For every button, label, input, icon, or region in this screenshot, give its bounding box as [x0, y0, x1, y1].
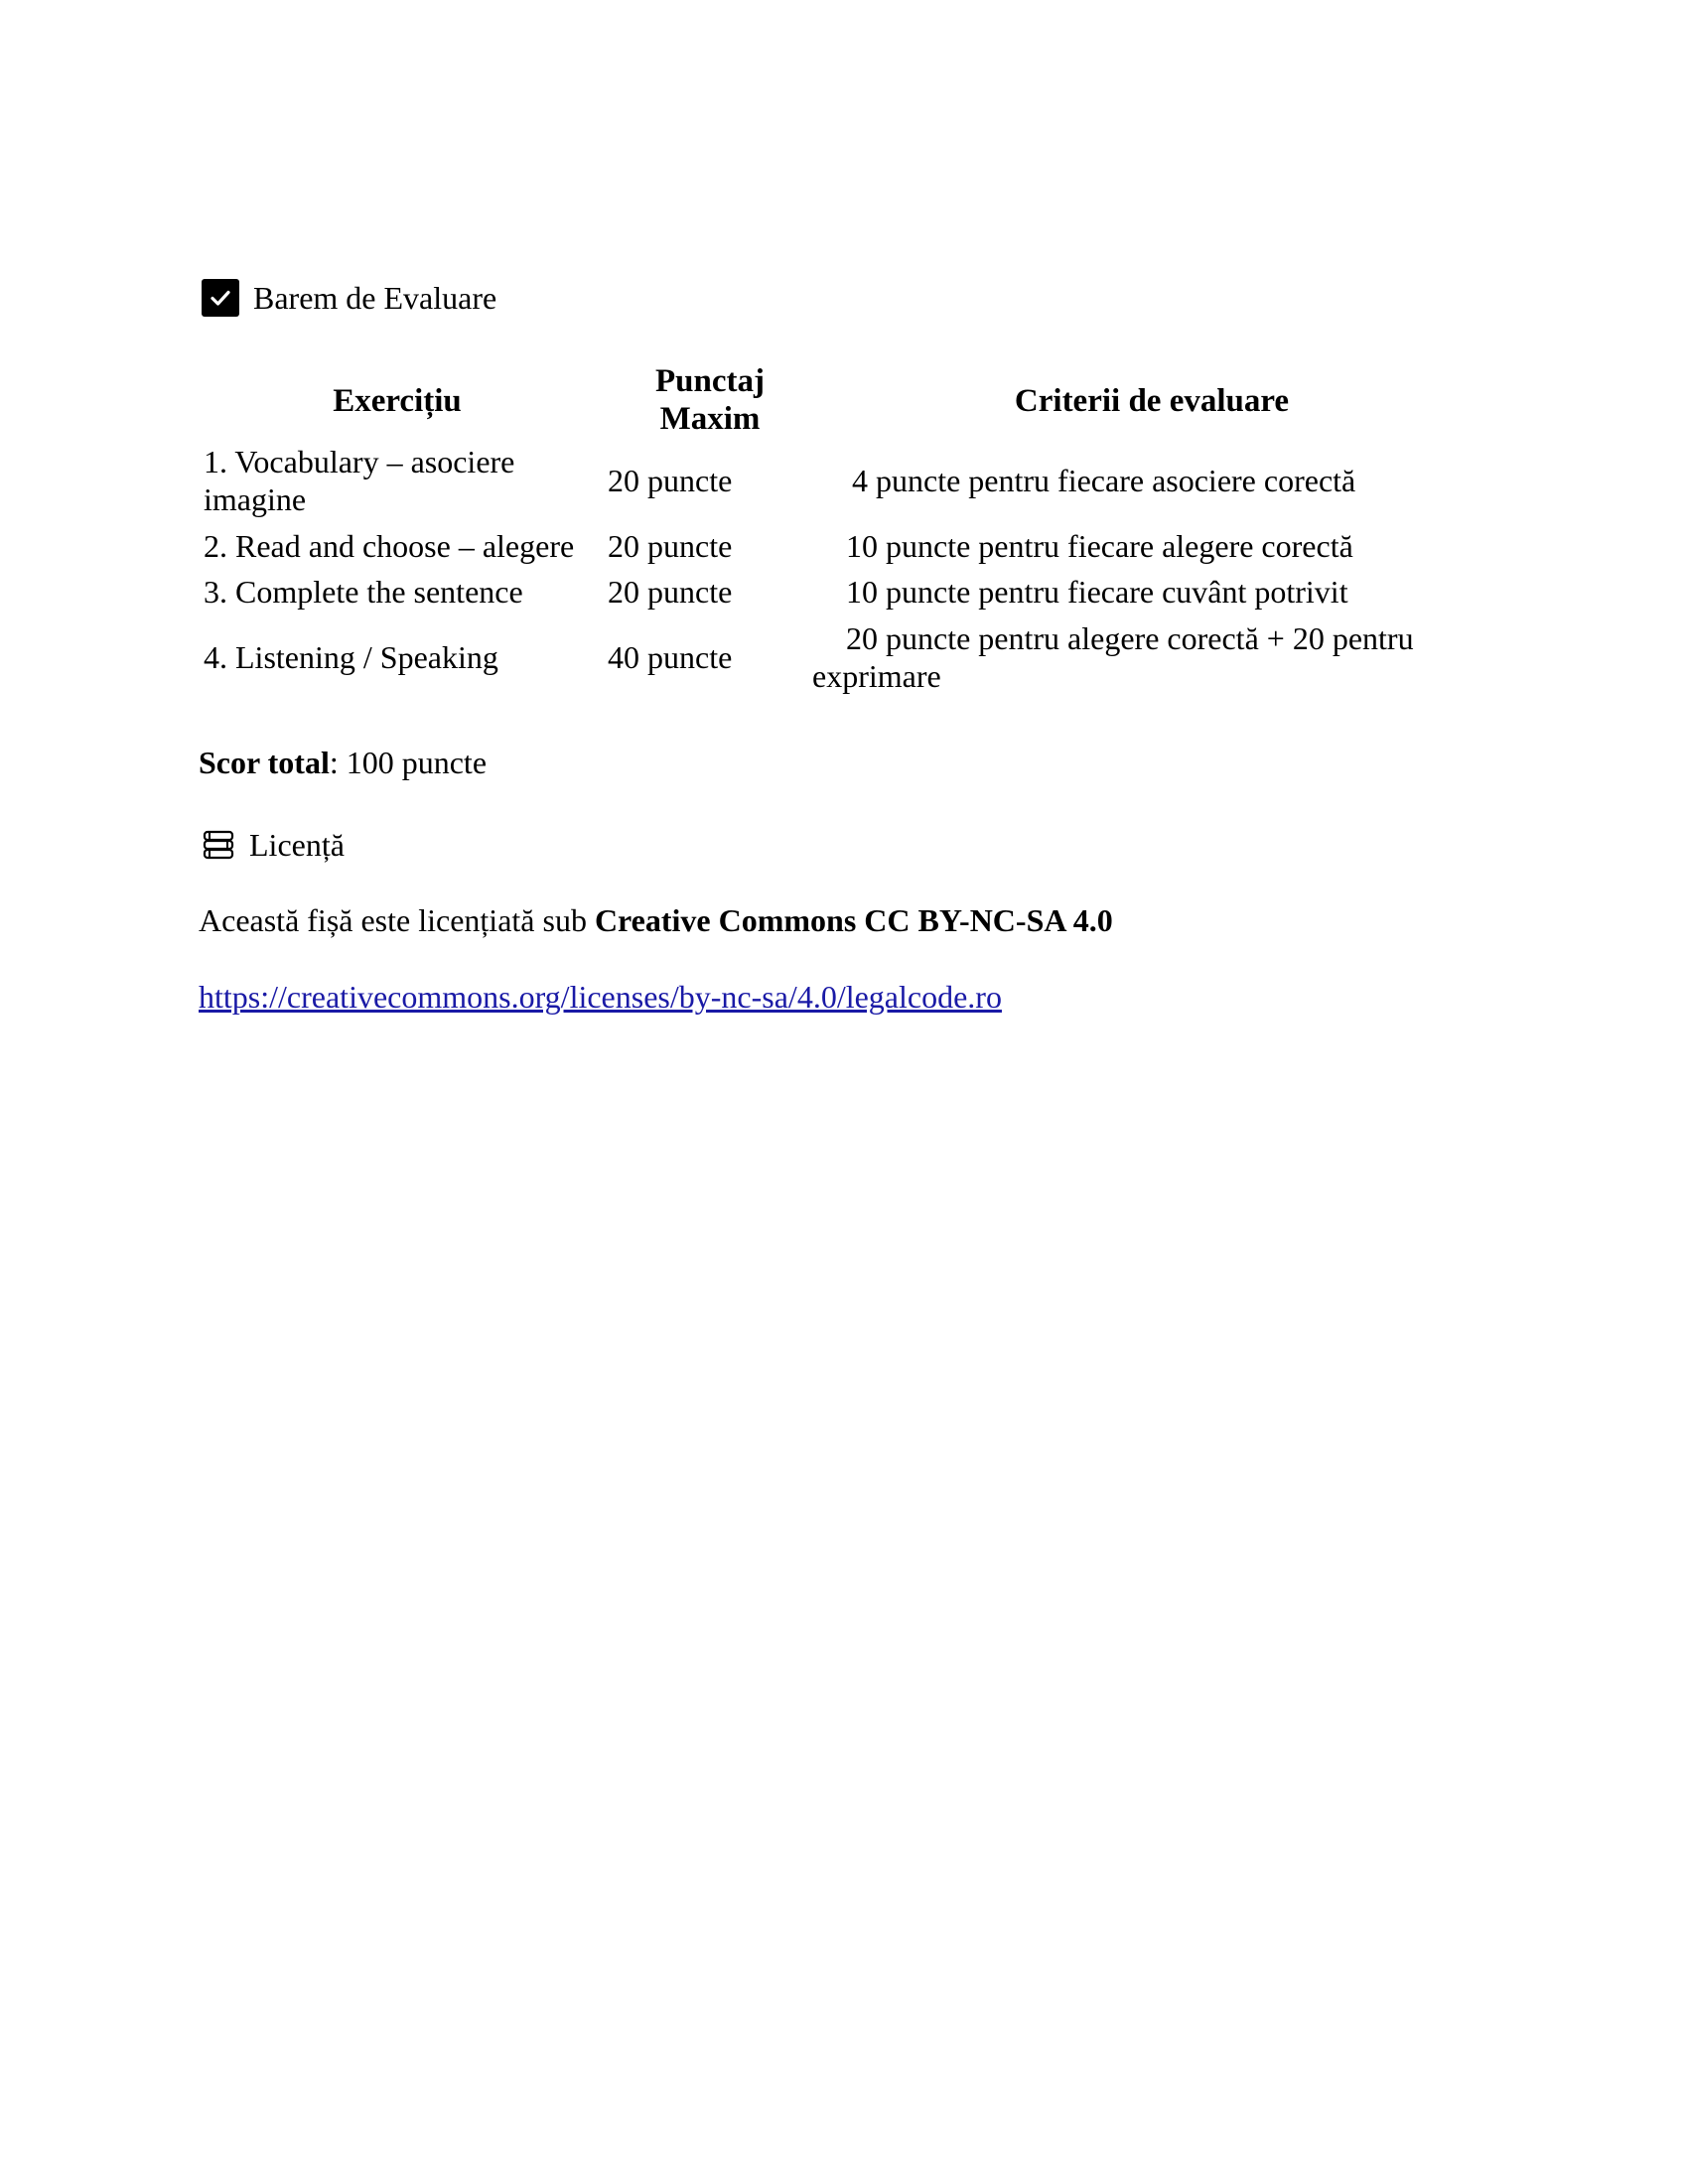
table-row-1-exercise [204, 443, 601, 518]
score-total-label: Scor total [199, 745, 330, 780]
table-row-4-criteria-line1: 20 puncte pentru alegere corectă + 20 pentru [846, 620, 1414, 656]
table-row-1-points: 20 puncte [608, 463, 733, 498]
table-row-2-exercise: 2. Read and choose – alegere [204, 528, 575, 564]
table-row-4-exercise: 4. Listening / Speaking [204, 639, 498, 675]
table-row-4-points: 40 puncte [608, 639, 733, 675]
license-text [199, 900, 1113, 940]
evaluation-heading [202, 277, 496, 319]
table-header-points [606, 362, 814, 438]
table-row-2-criteria: 10 puncte pentru fiecare alegere corectă [846, 528, 1353, 564]
score-total [199, 743, 487, 782]
evaluation-heading-title: Barem de Evaluare [253, 280, 497, 316]
table-row-3-criteria: 10 puncte pentru fiecare cuvânt potrivit [846, 574, 1348, 610]
table-row-1-criteria: 4 puncte pentru fiecare asociere corectă [852, 463, 1356, 498]
table-row-1-exercise-line1: 1. Vocabulary – asociere [204, 444, 515, 479]
table-row-3-exercise: 3. Complete the sentence [204, 574, 523, 610]
license-name: Creative Commons CC BY-NC-SA 4.0 [594, 902, 1113, 938]
score-total-value: : 100 puncte [329, 745, 488, 780]
table-header-exercise: Exercițiu [333, 383, 462, 419]
license-text-prefix: Această fișă este licențiată sub [199, 902, 595, 938]
checkbox-checked-icon [202, 279, 239, 317]
license-heading-title: Licență [249, 826, 345, 863]
table-header-criteria: Criterii de evaluare [1014, 383, 1290, 419]
license-heading [202, 824, 345, 866]
table-header-points-line1: Punctaj [655, 363, 765, 399]
table-header-points-line2: Maxim [659, 401, 761, 437]
table-row-1-exercise-line2: imagine [204, 481, 307, 517]
table-row-4-criteria-line2: exprimare [812, 658, 941, 694]
table-row-2-points: 20 puncte [608, 528, 733, 564]
books-icon [202, 828, 235, 862]
table-row-4-criteria [812, 619, 1487, 695]
table-row-3-points: 20 puncte [608, 574, 733, 610]
license-link[interactable]: https://creativecommons.org/licenses/by-nc-sa/4.0/legalcode.ro [199, 979, 1002, 1015]
